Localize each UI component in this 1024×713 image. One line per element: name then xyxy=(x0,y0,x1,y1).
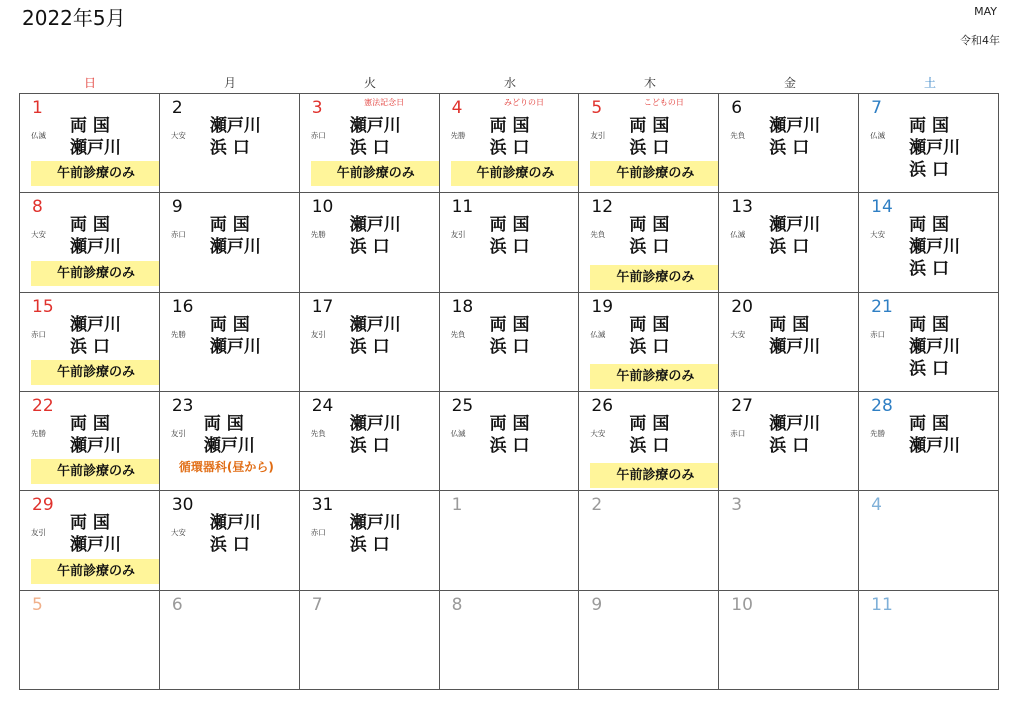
clinic-locations xyxy=(909,413,960,457)
clinic-location: 両 国 xyxy=(70,215,110,236)
clinic-location: 浜 口 xyxy=(489,436,530,456)
clinic-location: 瀬戸川 xyxy=(70,314,121,335)
morning-only-badge: 午前診療のみ xyxy=(590,161,719,186)
rokuyo-label: 先負 xyxy=(730,131,746,140)
clinic-locations xyxy=(204,413,255,457)
rokuyo-label: 先負 xyxy=(310,429,326,438)
calendar-cell-other-month[interactable] xyxy=(440,491,580,590)
calendar-cell[interactable] xyxy=(20,392,160,491)
clinic-location: 両 国 xyxy=(909,414,950,434)
weekday-mon: 月 xyxy=(223,76,236,90)
clinic-location: 瀬戸川 xyxy=(209,513,261,534)
rokuyo-label: 友引 xyxy=(310,329,326,339)
clinic-location: 両 国 xyxy=(629,414,670,434)
clinic-location: 両 国 xyxy=(769,314,810,335)
weekday-thu: 木 xyxy=(643,76,656,90)
day-number: 26 xyxy=(591,396,614,416)
calendar-cell[interactable] xyxy=(20,491,160,590)
calendar-cell-other-month[interactable] xyxy=(719,591,859,690)
clinic-location: 瀬戸川 xyxy=(203,436,255,456)
rokuyo-label: 大安 xyxy=(590,429,606,438)
clinic-location: 浜 口 xyxy=(349,436,390,456)
clinic-location: 浜 口 xyxy=(489,336,530,357)
rokuyo-label: 赤口 xyxy=(870,329,886,339)
day-number: 6 xyxy=(171,594,183,615)
morning-only-badge: 午前診療のみ xyxy=(31,559,160,584)
calendar-cell-other-month[interactable] xyxy=(20,591,160,690)
clinic-location: 瀬戸川 xyxy=(209,336,261,357)
day-number: 21 xyxy=(871,296,893,317)
clinic-location: 瀬戸川 xyxy=(209,237,261,258)
clinic-location: 浜 口 xyxy=(769,436,810,456)
clinic-locations xyxy=(350,115,401,159)
clinic-location: 両 国 xyxy=(203,414,244,434)
day-number: 10 xyxy=(311,197,334,218)
clinic-locations xyxy=(909,314,960,380)
day-number: 25 xyxy=(451,396,474,416)
weekday-header xyxy=(20,74,1000,92)
clinic-locations xyxy=(629,413,669,457)
clinic-location: 瀬戸川 xyxy=(70,138,121,158)
morning-only-badge: 午前診療のみ xyxy=(590,265,719,290)
rokuyo-label: 友引 xyxy=(31,528,46,538)
clinic-location: 瀬戸川 xyxy=(70,535,121,556)
weekday-fri: 金 xyxy=(783,76,796,90)
rokuyo-label: 友引 xyxy=(170,429,186,438)
clinic-locations xyxy=(70,214,121,258)
rokuyo-label: 赤口 xyxy=(31,329,46,339)
calendar-cell[interactable] xyxy=(440,193,580,292)
clinic-location: 瀬戸川 xyxy=(909,336,961,357)
clinic-location: 浜 口 xyxy=(349,535,390,556)
morning-only-badge: 午前診療のみ xyxy=(31,161,160,186)
clinic-location: 両 国 xyxy=(909,314,950,335)
calendar-cell-other-month[interactable] xyxy=(859,491,999,590)
clinic-locations xyxy=(210,115,261,159)
day-number: 23 xyxy=(171,396,194,416)
clinic-locations xyxy=(210,214,261,258)
day-number: 31 xyxy=(311,495,334,516)
clinic-locations xyxy=(490,413,530,457)
calendar-cell[interactable] xyxy=(579,293,719,392)
day-number: 2 xyxy=(171,98,183,118)
rokuyo-label: 先勝 xyxy=(870,429,886,438)
calendar-cell-other-month[interactable] xyxy=(579,591,719,690)
day-number: 7 xyxy=(311,594,323,615)
clinic-locations xyxy=(350,314,401,358)
morning-only-badge: 午前診療のみ xyxy=(451,161,580,186)
clinic-location: 両 国 xyxy=(489,414,530,434)
day-number: 1 xyxy=(32,98,43,118)
clinic-locations xyxy=(210,314,261,358)
month-english-label: MAY xyxy=(974,5,997,18)
rokuyo-label: 大安 xyxy=(730,329,746,339)
rokuyo-label: 大安 xyxy=(170,528,186,538)
clinic-location: 瀬戸川 xyxy=(349,116,401,136)
day-number: 9 xyxy=(171,197,183,218)
morning-only-badge: 午前診療のみ xyxy=(311,161,440,186)
calendar-cell[interactable] xyxy=(300,392,440,491)
rokuyo-label: 大安 xyxy=(170,131,186,140)
rokuyo-label: 先勝 xyxy=(310,230,326,240)
day-number: 19 xyxy=(591,296,614,317)
clinic-location: 浜 口 xyxy=(349,237,390,258)
clinic-locations xyxy=(909,214,960,280)
calendar-cell[interactable] xyxy=(160,491,300,590)
clinic-location: 瀬戸川 xyxy=(349,414,401,434)
rokuyo-label: 赤口 xyxy=(170,230,186,240)
morning-only-badge: 午前診療のみ xyxy=(590,364,719,389)
calendar-cell[interactable] xyxy=(859,392,999,491)
rokuyo-label: 仏滅 xyxy=(730,230,746,240)
clinic-location: 両 国 xyxy=(629,314,670,335)
day-number: 11 xyxy=(451,197,474,218)
clinic-location: 両 国 xyxy=(209,215,250,236)
day-number: 22 xyxy=(32,396,54,416)
calendar-cell[interactable] xyxy=(160,392,300,491)
rokuyo-label: 先勝 xyxy=(450,131,466,140)
day-number: 18 xyxy=(451,296,474,317)
day-number: 14 xyxy=(871,197,893,218)
day-number: 2 xyxy=(591,495,603,516)
day-number: 30 xyxy=(171,495,194,516)
day-number: 5 xyxy=(591,98,603,118)
holiday-label: こどもの日 xyxy=(643,98,684,107)
clinic-locations xyxy=(909,115,960,181)
clinic-location: 瀬戸川 xyxy=(909,436,961,456)
morning-only-badge: 午前診療のみ xyxy=(31,360,160,385)
clinic-locations xyxy=(629,314,669,358)
clinic-locations xyxy=(70,413,121,457)
clinic-location: 浜 口 xyxy=(209,535,250,556)
clinic-location: 両 国 xyxy=(70,116,110,136)
clinic-locations xyxy=(490,314,530,358)
day-number: 6 xyxy=(731,98,743,118)
clinic-location: 浜 口 xyxy=(769,138,810,158)
clinic-location: 瀬戸川 xyxy=(349,513,401,534)
rokuyo-label: 友引 xyxy=(590,131,606,140)
day-number: 4 xyxy=(871,495,882,516)
rokuyo-label: 仏滅 xyxy=(31,131,46,140)
clinic-locations xyxy=(769,214,820,258)
holiday-label: みどりの日 xyxy=(503,98,544,107)
calendar-cell[interactable] xyxy=(579,94,719,193)
day-number: 28 xyxy=(871,396,893,416)
rokuyo-label: 先負 xyxy=(450,329,466,339)
clinic-location: 両 国 xyxy=(70,513,110,534)
calendar-cell-other-month[interactable] xyxy=(719,491,859,590)
day-number: 9 xyxy=(591,594,603,615)
clinic-location: 瀬戸川 xyxy=(769,215,821,236)
clinic-locations xyxy=(70,512,121,556)
day-number: 4 xyxy=(451,98,463,118)
rokuyo-label: 赤口 xyxy=(730,429,746,438)
clinic-locations xyxy=(629,115,669,159)
clinic-location: 瀬戸川 xyxy=(909,237,961,258)
clinic-location: 両 国 xyxy=(629,116,670,136)
calendar-grid xyxy=(19,93,999,690)
day-number: 8 xyxy=(451,594,463,615)
clinic-location: 瀬戸川 xyxy=(70,237,121,258)
calendar-cell[interactable] xyxy=(859,94,999,193)
clinic-locations xyxy=(769,314,820,358)
clinic-location: 瀬戸川 xyxy=(349,215,401,236)
calendar-cell[interactable] xyxy=(859,193,999,292)
clinic-locations xyxy=(350,512,401,556)
calendar-title: 2022年5月 xyxy=(22,6,126,30)
clinic-location: 両 国 xyxy=(70,414,110,434)
calendar-cell[interactable] xyxy=(719,293,859,392)
clinic-location: 浜 口 xyxy=(209,138,250,158)
clinic-locations xyxy=(70,314,121,358)
clinic-location: 浜 口 xyxy=(70,336,110,357)
clinic-locations xyxy=(490,214,530,258)
day-number: 15 xyxy=(32,296,54,317)
day-number: 7 xyxy=(871,98,882,118)
clinic-location: 両 国 xyxy=(489,215,530,236)
day-number: 13 xyxy=(731,197,753,218)
calendar-cell[interactable] xyxy=(300,94,440,193)
calendar-cell[interactable] xyxy=(440,392,580,491)
calendar-cell[interactable] xyxy=(20,293,160,392)
calendar-cell[interactable] xyxy=(20,193,160,292)
clinic-location: 浜 口 xyxy=(629,138,670,158)
rokuyo-label: 大安 xyxy=(31,230,46,240)
clinic-location: 浜 口 xyxy=(489,237,530,258)
calendar-cell[interactable] xyxy=(719,392,859,491)
calendar-cell[interactable] xyxy=(579,392,719,491)
calendar-cell-other-month[interactable] xyxy=(579,491,719,590)
clinic-location: 両 国 xyxy=(629,215,670,236)
clinic-location: 両 国 xyxy=(489,116,530,136)
clinic-location: 浜 口 xyxy=(629,237,670,258)
calendar-cell-other-month[interactable] xyxy=(440,591,580,690)
rokuyo-label: 大安 xyxy=(870,230,886,240)
day-number: 17 xyxy=(311,296,334,317)
weekday-sun: 日 xyxy=(83,76,96,90)
clinic-location: 浜 口 xyxy=(629,336,670,357)
era-year-label: 令和4年 xyxy=(960,34,1000,47)
day-number: 16 xyxy=(171,296,194,317)
calendar-cell-other-month[interactable] xyxy=(160,591,300,690)
day-number: 27 xyxy=(731,396,753,416)
clinic-location: 瀬戸川 xyxy=(70,436,121,456)
clinic-locations xyxy=(350,413,401,457)
clinic-location: 瀬戸川 xyxy=(769,336,821,357)
calendar-cell[interactable] xyxy=(440,293,580,392)
calendar-cell[interactable] xyxy=(300,293,440,392)
clinic-locations xyxy=(769,115,820,159)
clinic-location: 両 国 xyxy=(909,215,950,236)
calendar-cell[interactable] xyxy=(859,293,999,392)
clinic-location: 両 国 xyxy=(909,116,950,136)
day-number: 11 xyxy=(871,594,893,615)
calendar-cell[interactable] xyxy=(160,94,300,193)
weekday-sat: 土 xyxy=(923,76,936,90)
clinic-location: 両 国 xyxy=(209,314,250,335)
clinic-locations xyxy=(210,512,261,556)
calendar-cell[interactable] xyxy=(160,293,300,392)
morning-only-badge: 午前診療のみ xyxy=(590,463,719,488)
day-number: 24 xyxy=(311,396,334,416)
clinic-locations xyxy=(490,115,530,159)
day-number: 20 xyxy=(731,296,753,317)
day-number: 3 xyxy=(311,98,323,118)
rokuyo-label: 赤口 xyxy=(310,528,326,538)
rokuyo-label: 先勝 xyxy=(31,429,46,438)
calendar-cell[interactable] xyxy=(719,193,859,292)
rokuyo-label: 仏滅 xyxy=(450,429,466,438)
special-note: 循環器科(昼から) xyxy=(178,460,274,474)
morning-only-badge: 午前診療のみ xyxy=(31,459,160,484)
calendar-cell-other-month[interactable] xyxy=(859,591,999,690)
clinic-location: 浜 口 xyxy=(769,237,810,258)
holiday-label: 憲法記念日 xyxy=(364,98,405,107)
calendar-cell-other-month[interactable] xyxy=(300,591,440,690)
clinic-location: 浜 口 xyxy=(909,160,950,180)
day-number: 10 xyxy=(731,594,753,615)
day-number: 1 xyxy=(451,495,463,516)
clinic-location: 浜 口 xyxy=(349,138,390,158)
morning-only-badge: 午前診療のみ xyxy=(31,261,160,286)
calendar-cell[interactable] xyxy=(719,94,859,193)
calendar-cell[interactable] xyxy=(20,94,160,193)
clinic-locations xyxy=(70,115,121,159)
clinic-location: 浜 口 xyxy=(629,436,670,456)
weekday-wed: 水 xyxy=(503,76,516,90)
clinic-locations xyxy=(350,214,401,258)
clinic-location: 瀬戸川 xyxy=(349,314,401,335)
calendar-cell[interactable] xyxy=(579,193,719,292)
day-number: 8 xyxy=(32,197,43,218)
rokuyo-label: 赤口 xyxy=(310,131,326,140)
clinic-location: 瀬戸川 xyxy=(209,116,261,136)
weekday-tue: 火 xyxy=(363,76,376,90)
calendar-cell[interactable] xyxy=(300,193,440,292)
rokuyo-label: 先勝 xyxy=(170,329,186,339)
clinic-location: 浜 口 xyxy=(909,259,950,280)
clinic-locations xyxy=(769,413,820,457)
calendar-cell[interactable] xyxy=(300,491,440,590)
rokuyo-label: 友引 xyxy=(450,230,466,240)
day-number: 12 xyxy=(591,197,614,218)
clinic-locations xyxy=(629,214,669,258)
clinic-location: 浜 口 xyxy=(349,336,390,357)
rokuyo-label: 先負 xyxy=(590,230,606,240)
clinic-location: 浜 口 xyxy=(909,358,950,379)
calendar-cell[interactable] xyxy=(440,94,580,193)
calendar-cell[interactable] xyxy=(160,193,300,292)
clinic-location: 浜 口 xyxy=(489,138,530,158)
clinic-location: 瀬戸川 xyxy=(769,414,821,434)
day-number: 29 xyxy=(32,495,54,516)
rokuyo-label: 仏滅 xyxy=(590,329,606,339)
rokuyo-label: 仏滅 xyxy=(870,131,886,140)
day-number: 5 xyxy=(32,594,43,615)
clinic-location: 瀬戸川 xyxy=(769,116,821,136)
clinic-location: 両 国 xyxy=(489,314,530,335)
clinic-location: 瀬戸川 xyxy=(909,138,961,158)
day-number: 3 xyxy=(731,495,743,516)
